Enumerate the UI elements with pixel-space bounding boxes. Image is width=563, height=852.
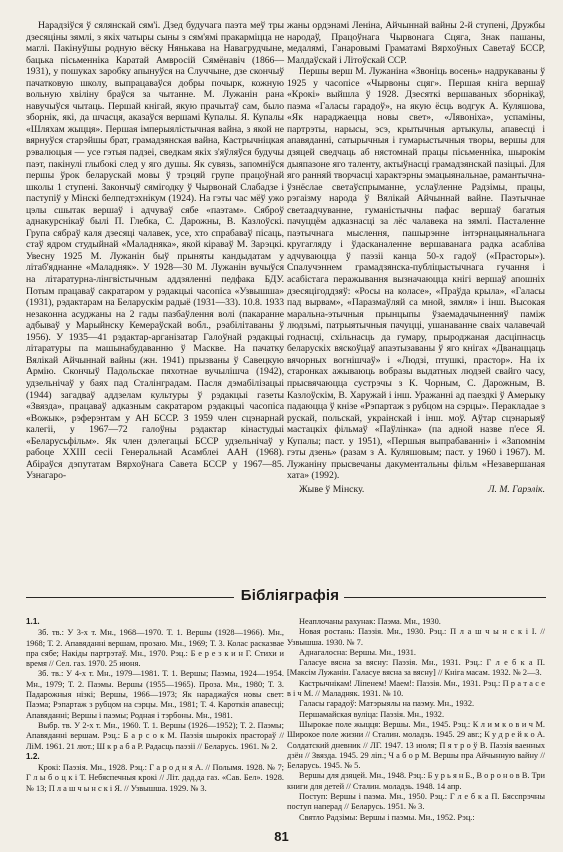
bibliography-entry: Новая ростань: Паэзія. Мн., 1930. Рэц.: П л а ш ч ы н с к і І. // Узвышша. 1930. № 7. — [287, 627, 545, 647]
bibliography-entry: Крокі: Паэзія. Мн., 1928. Рэц.: Г а р о д н я А. // Полымя. 1928. № 7; Г л ы б о ц к і Т. Небяспечныя крокі // Літ. дад.да газ. «Сав. Бел». 1928. № 13; П л а ш ч ы н с к і Я. // Узвышша. 1929. № 3. — [26, 763, 284, 793]
bibliography-entry: Першамайская вуліца: Паэзія. Мн., 1932. — [299, 709, 445, 719]
bibliography-heading — [26, 588, 546, 606]
bibliography-entry: Неаплочаны рахунак: Паэма. Мн., 1930. — [299, 617, 441, 626]
bibliography-entry: Галасы гарадоў: Матэрыялы на паэму. Мн., 1932. — [299, 699, 475, 709]
article-paragraph: жаны ордэнамі Леніна, Айчыннай вайны 2-й ступені, Дружбы народаў, Працоўнага Чырвонага Сцяга, Знак пашаны, медалямі, Ганаровымі Граматамі Вярхоўных Саветаў БССР, Малдаўскай і Літоўскай ССР. — [287, 20, 545, 66]
article-signature — [287, 483, 545, 497]
article-paragraph: Першы верш М. Лужаніна «Звоніць восень» надрукаваны ў 1925 у часопісе «Чырвоны сцяг». Першая кніга вершаў «Крокі» выйшла ў 1928. Дзесяткі вершаваных зборнікаў, паэма «Галасы гарадоў», на якую ёсць водгук А. Куляшова, «Як нараджаецца новы свет», «Лявоніха», успаміны, партрэты, нарысы, эсэ, крытычныя артыкулы, апавесці і апавяданні, сатырычныя і гумарыстычныя творы, вершы для дзяцей сведчаць аб нястомнай працы пісьменніка, шырокім дыяпазоне яго таленту, актыўнасці грамадзянскай пазіцыі. Для яго ранняй творчасці характэрны эмацыянальнае, рамантычна-ўзнёслае светаўспрыманне, услаўленне Радзімы, працы, рэгаізму народа ў Вялікай Айчыннай вайне. Паэтычнае светаадчуванне, гуманістычны пафас вершаў багатыя пачуццём адказнасці за лёс чалавека на зямлі. Пасталенне паэтычнага мыслення, пашырэнне інтэрнацыянальнага кругагляду і ўдасканаленне вершаванага радка асабліва адчуваюцца ў паэзіі канца 50-х гадоў («Прасторы»). Спалучэннем грамадзянска-публіцыстычнага гучання і асабістага перажывання вызначаюцца кнігі вершаў апошніх дзесяцігоддзяў: «Росы на коласе», «Праўда крыла», «Галасы пад вырвам», «Паразмаўляй са мной, зямля» і інш. Высокая маральна-этычныя прынцыпы ўзаемадачыненняў паміж людзьмі, патрыятычныя пачуцці, ушанаванне сваіх чалавечай годнасці, схільнасць да гумару, прыроджаная дасціпнасць беларускіх вяскоўцаў апаэтызаваны ў яго кнігах «Дванаццаць вячорных вогнішчаў» і «Людзі, птушкі, прастор». На іх старонках ажываюць вобразы выдатных людзей свайго часу, прысвячаюцца сустрэчы з К. Чорным, С. Дарожным, В. Казлоўскім, В. Харужай і інш. Уражанні ад паездкі ў Амерыку падаюцца ў кнізе «Рэпартаж з рубцом на сэрцы». Перакладае з рускай, польскай, украінскай і інш. моў. Аўтар сцэнарыяў мастацкіх фільмаў «Паўлінка» (па адной назве п'есе Я. Купалы; паст. у 1951), «Першыя выпрабаванні» і «Запомнім гэты дзень» (разам з А. Куляшовым; паст. у 1960 і 1967). М. Лужаніну прысвечаны дакументальны фільм «Незавершаная хата» (1992). — [287, 66, 545, 482]
bibliography-entry: Аднагалосна: Вершы. Мн., 1931. — [299, 647, 417, 657]
bibliography-entry: Галасуе вясна за вясну: Паэзія. Мн., 1931. Рэц.: Г л е б к а П. [Максім Лужанін. Галасуе вясна за вясну] // Кніга масам. 1932. № 2—3. — [287, 658, 545, 678]
bibliography-entry: Кастрычнікам! Ліпенем! Маем!: Паэзія. Мн., 1931. Рэц.: П р а т а с е в і ч М. // Маладняк. 1931. № 10. — [287, 678, 545, 699]
bibliography-section-label: 1.1. — [26, 617, 40, 626]
page-number: 81 — [274, 829, 289, 844]
bibliography-entry: Выбр. тв. У 2-х т. Мн., 1960. Т. 1. Вершы (1926—1952); Т. 2. Паэмы; Апавяданні вершам. Рэц.: Б а р с о к М. Паэзія шырокіх прастораў // ЛіМ. 1961. 21 лют.; Ш к р а б а Р. Радасць паэзіі // Беларусь. 1961. № 2. — [26, 720, 284, 751]
article-left-column — [26, 20, 284, 482]
bibliography-right-column — [287, 617, 545, 823]
heading-rule-left — [26, 597, 234, 598]
bibliography-entry: Зб. тв.: У 3-х т. Мн., 1968—1970. Т. 1. Вершы (1928—1966). Мн., 1968; Т. 2. Апавяданні вершам, прозаю. Мн., 1969; Т. 3. Колас расказвае пра сябе; Накіды партрэтаў. Мн., 1970. Рэц.: Б е р е з к и н Г. Стихи и время // Сел. газ. 1970. 25 июня. — [26, 628, 284, 669]
author-residence: Жыве ў Мінску. — [299, 483, 365, 495]
bibliography-entry: Святло Радзімы: Вершы і паэмы. Мн., 1952. Рэц.: — [299, 812, 475, 822]
bibliography-left-column — [26, 617, 284, 794]
bibliography-entry: Вершы для дзяцей. Мн., 1948. Рэц.: Б у р ь я н Б., В о р о н о в В. Три книги для детей // Сталин. моладзь. 1948. 14 апр. — [287, 771, 545, 791]
bibliography-section-label: 1.2. — [26, 751, 40, 761]
heading-rule-right — [344, 597, 546, 598]
bibliography-entry: Зб. тв.: У 4-х т. Мн., 1979—1981. Т. 1. Вершы; Паэмы, 1924—1954. Мн., 1979; Т. 2. Паэмы. Вершы (1955—1965). Проза. Мн., 1980; Т. 3. Падарожныя нізкі; Вершы, 1966—1973; Як нараджаўся новы свет: Паэма; Рэпартаж з рубцом на сэрцы. Мн., 1981; Т. 4. Кароткія апавесці; Апавяданні; Вершы і паэмы; Родная і тэрбоны. Мн., 1981. — [26, 669, 284, 720]
bibliography-entry: Поступ: Вершы і паэма. Мн., 1950. Рэц.: Г л е б к а П. Бясспрэчны поступ наперад // Беларусь. 1951. № 3. — [287, 792, 545, 812]
bibliography-title: Бібліяграфія — [240, 587, 340, 604]
article-author: Л. М. Гарэлік. — [487, 483, 545, 495]
bibliography-entry: Шырокае поле жыцця: Вершы. Мн., 1945. Рэц.: К л и м к о в и ч М. Широкое поле жизни // Сталин. моладзь. 1945. 29 авг.; К у д р е й к о А. Солдатский дневник // ЛГ. 1947. 13 июля; П я т р о ў В. Паэзія ваенных дзён // Звязда. 1945. 29 ліп.; Ч а б о р М. Вершы пра Айчынную вайну // Беларусь. 1945. № 5. — [287, 719, 545, 771]
article-right-column — [287, 20, 545, 497]
article-paragraph: Нарадзіўся ў сялянскай сям'і. Дзед будучага паэта меў тры дзесяціны зямлі, з якіх чатыры сыны з сям'ямі пракарміцца не маглі. Пакінуўшы родную вёску Нянькава на Навагрудчыне, бацька пісьменніка Каратай Амвросій Сямёнавіч (1866—1931), у пошуках заробку апынуўся на Случчыне, дзе скончыў пачатковую школу, выпрацаваўся добры почырк, кожную вольную хвіліну браўся за чытанне. М. Лужанін рана навучыўся чытаць. Першай кнігай, якую прачытаў сам, было зборнік, які, да шчасця, аказаўся вершамі Купалы. Я. Купалы «Шляхам жыцця». Першая імперыялістычная вайна, з якой не вярнуўся старэйшы брат, грамадзянская вайна, Кастрычніцкая рэвалюцыя — усе гэтыя падзеі, сведкам якіх з'яўляўся будучы паэт, пакінулі глыбокі след у яго душы. Як сувязь, запомніўся першы ўрок беларускай мовы ў трэцяй групе працоўнай школы 1 ступені. Закончыў сямігодку ў Чырвонай Слабадзе і паступіў у Мінскі белпедтэхнікум (1924). На гэты час мёў ужо цэлы сшытак вершаў і адчуваў сябе «паэтам». Сяброў аднакурснікаў былі П. Глебка, С. Дарожны, В. Казлоўскі. Група сябраў каля дзесяці чалавек, усе, хто спрабаваў пісаць, стаў ядром студыйнай «Маладняка», якой кіраваў М. Зарэцкі. Увесну 1925 М. Лужанін быў прыняты кандыдатам у літаб'яднанне «Маладняк». У 1928—30 М. Лужанін вучыўся на літаратурна-лінгвістычным аддзяленні педфака БДУ. Потым працаваў сакратаром у рэдакцыі часопіса «Узвышша» (1931), рэдактарам на Беларускім радыё (1931—33). 10.8. 1933 незаконна асуджаны на 2 гады пазбаўлення волі (пакаранне адбываў у Марыйнску Кемераўскай вобл., рэабілітаваны ў 1956). У 1935—41 рэдактар-арганізатар Галоўнай рэдакцыі літаратуры па машынабудаванню ў Маскве. На пачатку Вялікай Айчыннай вайны (жн. 1941) прызваны ў Савецкую Армію. Скончыў Падольскае пяхотнае вучылішча (1942), удзельнічаў у баях пад Сталінградам. Пасля дэмабілізацыі (1944) загадваў аддзелам культуры ў рэдакцыі газеты «Звязда», працаваў адказным сакратаром рэдакцыі часопіса «Вожык», рэферэнтам у АН БССР. З 1959 член сцэнарнай калегіі, у 1967—72 галоўны рэдактар кінастудыі «Беларусьфільм». Як член дэлегацыі БССР удзельнічаў у рабоце XXIII сесіі Генеральнай Асамблеі ААН (1968). Абіраўся дэпутатам Вярхоўнага Савета БССР у 1967—85. Узнагаро- — [26, 20, 284, 482]
